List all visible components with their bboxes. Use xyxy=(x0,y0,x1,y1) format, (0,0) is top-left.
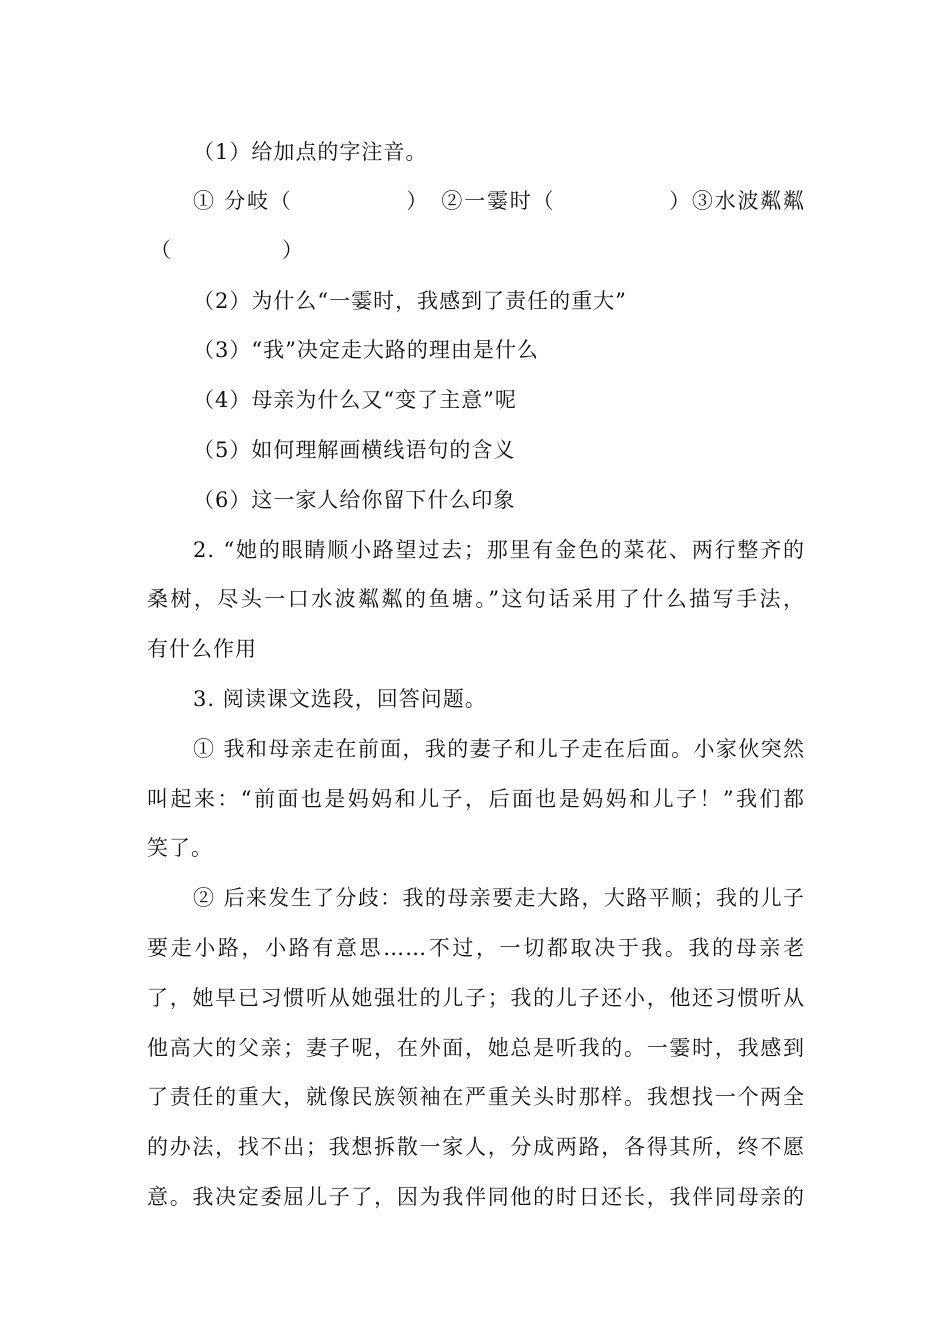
question-1-2: （2）为什么“一霎时，我感到了责任的重大” xyxy=(193,289,627,313)
question-1-1: （1）给加点的字注音。 xyxy=(193,140,428,164)
passage-para-1: ① 我和母亲走在前面，我的妻子和儿子走在后面。小家伙突然 xyxy=(193,737,805,761)
question-2-end: 有什么作用 xyxy=(147,637,257,661)
question-1-3: （3）“我”决定走大路的理由是什么 xyxy=(193,338,539,362)
passage-para-2-line-5: 了责任的重大，就像民族领袖在严重关头时那样。我想找一个两全 xyxy=(147,1085,805,1109)
question-1-4: （4）母亲为什么又“变了主意”呢 xyxy=(193,388,517,412)
passage-para-1-end: 笑了。 xyxy=(147,836,213,860)
passage-para-1-cont: 叫起来：“前面也是妈妈和儿子，后面也是妈妈和儿子！”我们都 xyxy=(147,787,805,811)
question-1-1-items-cont: （ ） xyxy=(150,238,304,262)
passage-para-2-line-6: 的办法，找不出；我想拆散一家人，分成两路，各得其所，终不愿 xyxy=(147,1135,805,1159)
passage-para-2-line-2: 要走小路，小路有意思……不过，一切都取决于我。我的母亲老 xyxy=(147,936,805,960)
passage-para-2-line-4: 他高大的父亲；妻子呢，在外面，她总是听我的。一霎时，我感到 xyxy=(147,1036,805,1060)
question-3: 3. 阅读课文选段，回答问题。 xyxy=(193,687,487,711)
passage-para-2: ② 后来发生了分歧：我的母亲要走大路，大路平顺；我的儿子 xyxy=(193,886,805,910)
passage-para-2-line-3: 了，她早已习惯听从她强壮的儿子；我的儿子还小，他还习惯听从 xyxy=(147,986,805,1010)
question-2-cont: 桑树，尽头一口水波粼粼的鱼塘。”这句话采用了什么描写手法， xyxy=(147,587,805,611)
question-1-1-items: ① 分岐（ ） ②一霎时（ ）③水波粼粼 xyxy=(193,189,805,213)
question-1-5: （5）如何理解画横线语句的含义 xyxy=(193,438,516,462)
question-1-6: （6）这一家人给你留下什么印象 xyxy=(193,488,516,512)
question-2: 2. “她的眼睛顺小路望过去；那里有金色的菜花、两行整齐的 xyxy=(193,538,805,562)
passage-para-2-line-7: 意。我决定委屈儿子了，因为我伴同他的时日还长，我伴同母亲的 xyxy=(147,1185,805,1209)
